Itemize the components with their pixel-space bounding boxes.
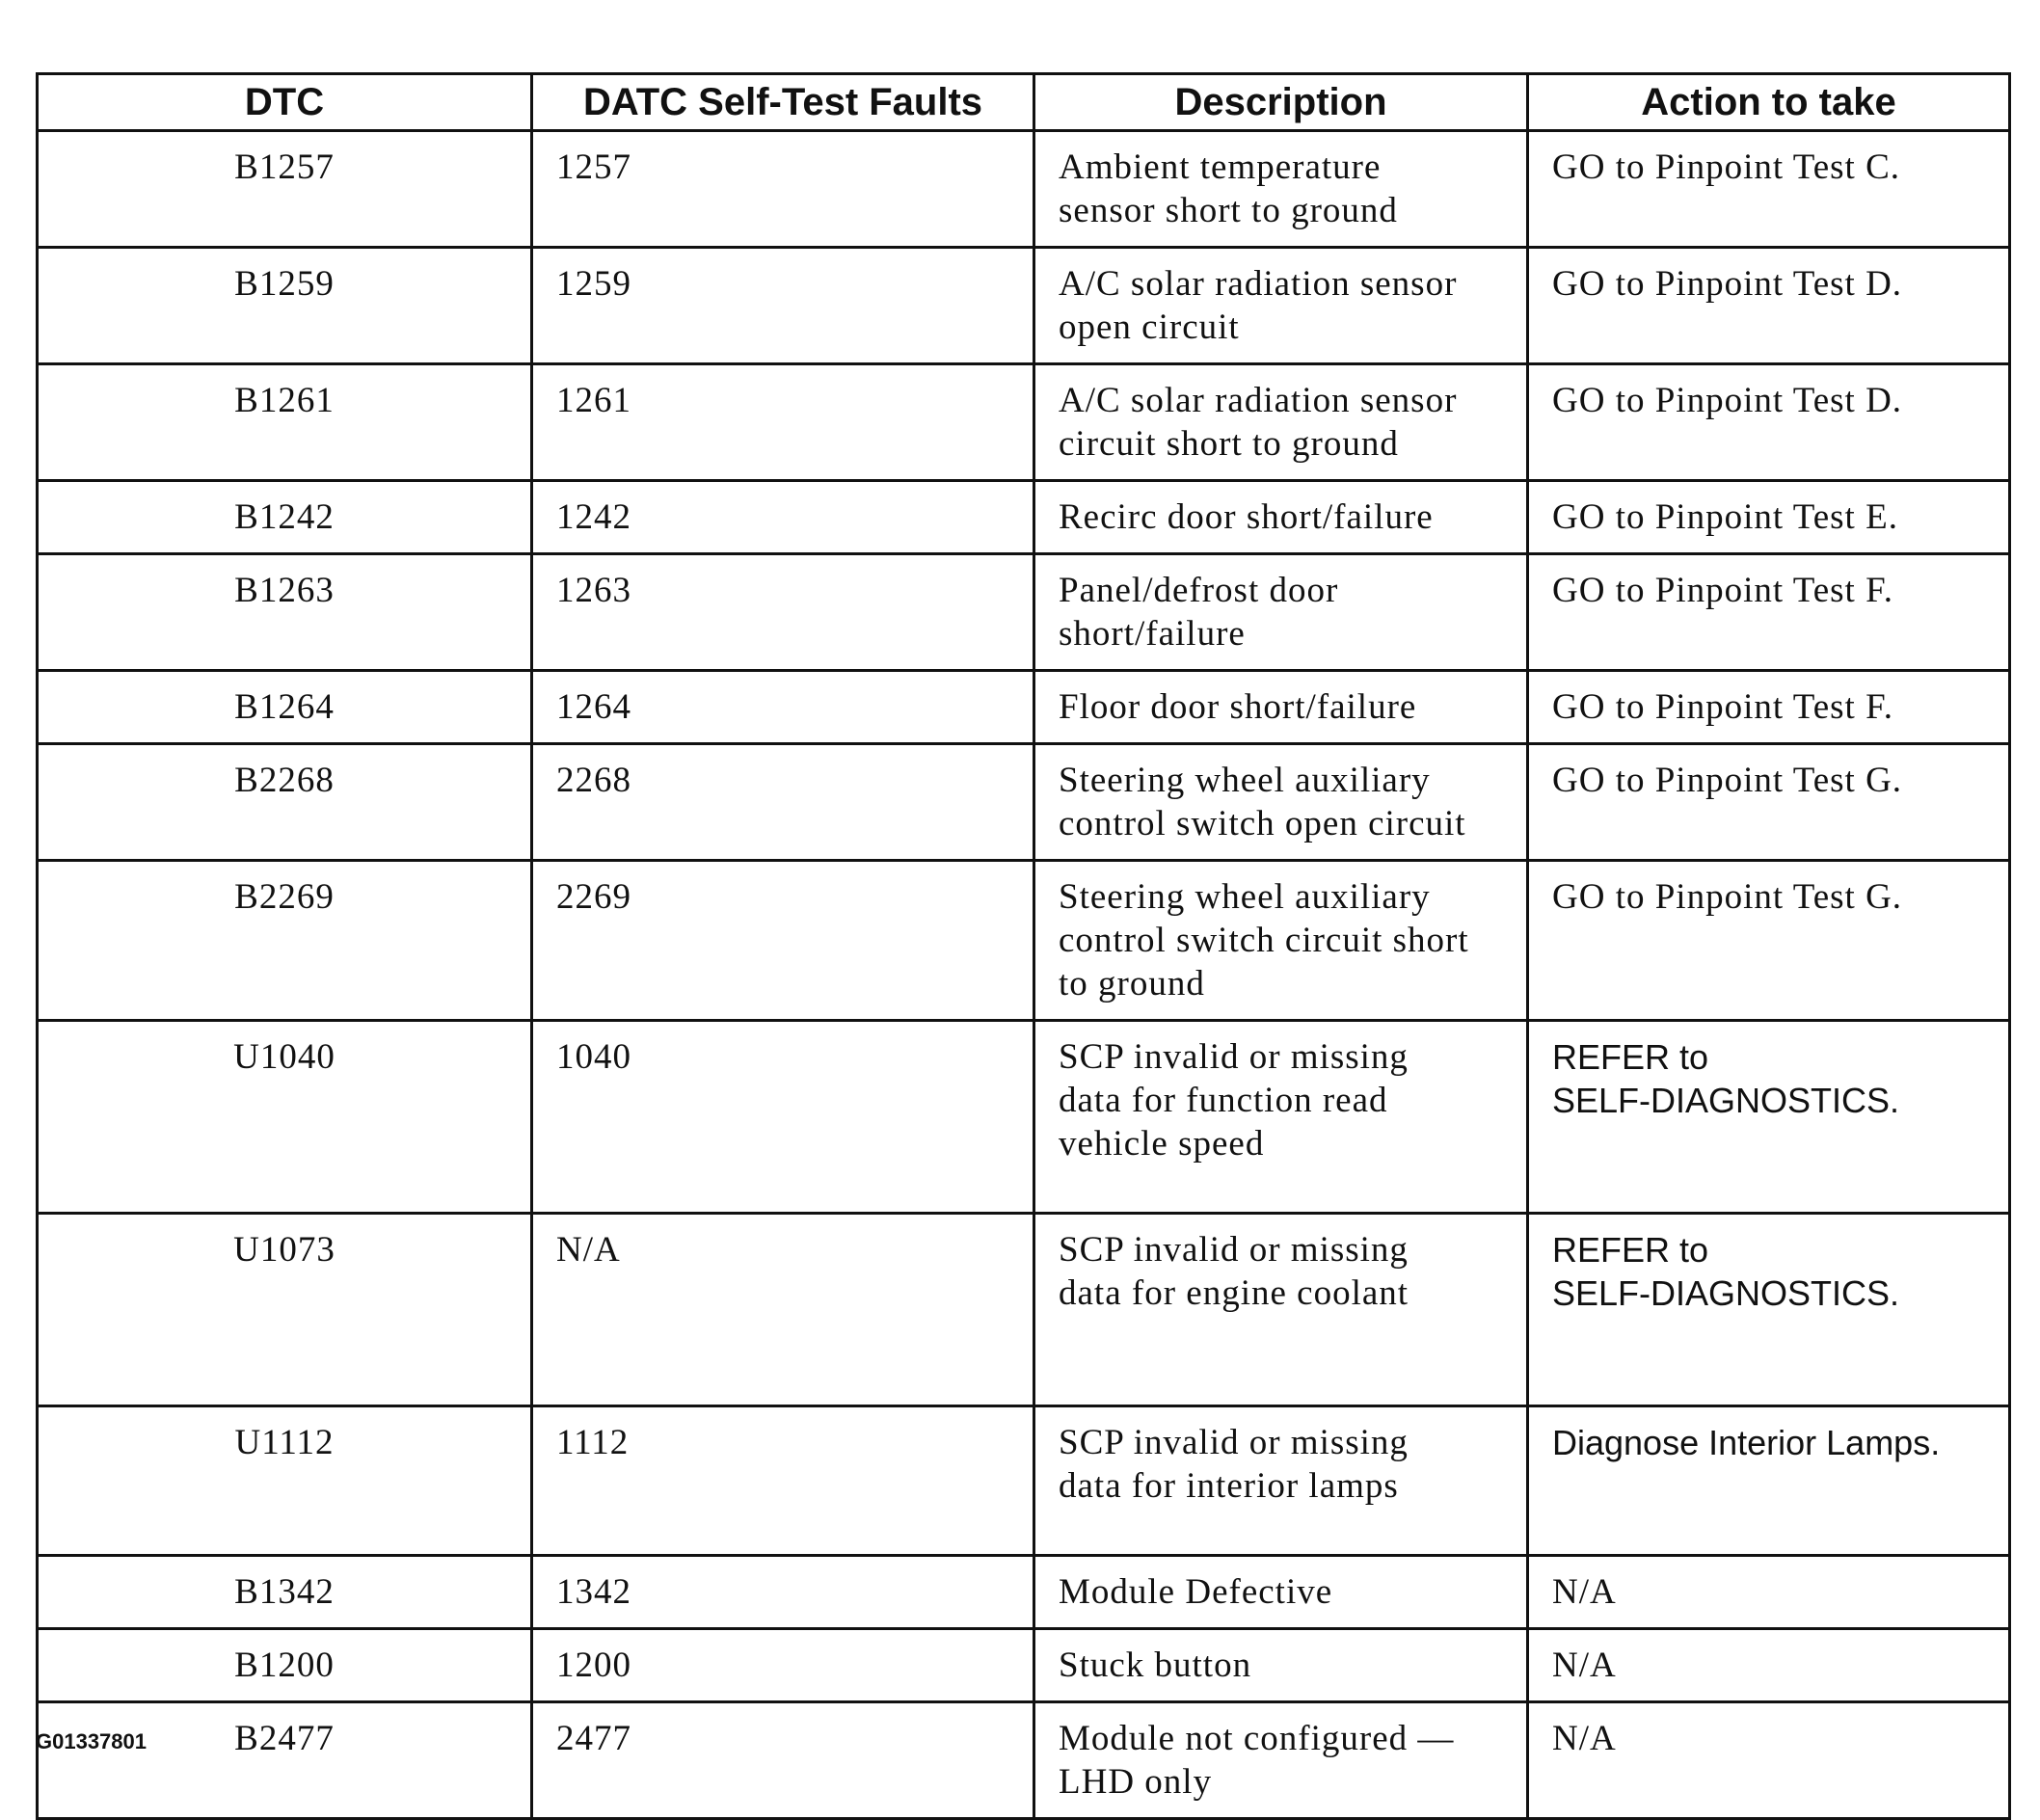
dtc-code-cell: B1257 (38, 131, 532, 248)
action-cell: N/A (1528, 1702, 2010, 1819)
description-cell: A/C solar radiation sensor open circuit (1034, 248, 1528, 364)
action-cell: GO to Pinpoint Test G. (1528, 861, 2010, 1021)
self-test-fault-cell: 1040 (532, 1021, 1034, 1214)
table-row (38, 1629, 2010, 1702)
description-cell: SCP invalid or missing data for interior lamps (1034, 1406, 1528, 1556)
table-row (38, 364, 2010, 481)
table-row (38, 1556, 2010, 1629)
description-cell: Panel/defrost door short/failure (1034, 554, 1528, 671)
action-cell: GO to Pinpoint Test F. (1528, 671, 2010, 744)
table-row (38, 481, 2010, 554)
description-cell: Floor door short/failure (1034, 671, 1528, 744)
action-cell: REFER to SELF-DIAGNOSTICS. (1528, 1021, 2010, 1214)
table-row (38, 1406, 2010, 1556)
action-cell: GO to Pinpoint Test C. (1528, 131, 2010, 248)
dtc-table (36, 72, 2011, 1820)
description-cell: SCP invalid or missing data for function read vehicle speed (1034, 1021, 1528, 1214)
figure-id: G01337801 (36, 1729, 147, 1753)
self-test-fault-cell: 2269 (532, 861, 1034, 1021)
header-dtc: DTC (38, 74, 532, 131)
dtc-code-cell: B2268 (38, 744, 532, 861)
action-cell: GO to Pinpoint Test F. (1528, 554, 2010, 671)
action-cell: N/A (1528, 1556, 2010, 1629)
header-self-test-faults: DATC Self-Test Faults (532, 74, 1034, 131)
description-cell: Module not configured — LHD only (1034, 1702, 1528, 1819)
self-test-fault-cell: 1200 (532, 1629, 1034, 1702)
table-row (38, 1214, 2010, 1406)
self-test-fault-cell: 1257 (532, 131, 1034, 248)
dtc-code-cell: B1263 (38, 554, 532, 671)
dtc-table-container (36, 72, 2008, 1820)
table-header-row (38, 74, 2010, 131)
description-cell: Recirc door short/failure (1034, 481, 1528, 554)
header-action: Action to take (1528, 74, 2010, 131)
self-test-fault-cell: 1263 (532, 554, 1034, 671)
description-cell: Stuck button (1034, 1629, 1528, 1702)
action-cell: N/A (1528, 1629, 2010, 1702)
description-cell: A/C solar radiation sensor circuit short to ground (1034, 364, 1528, 481)
self-test-fault-cell: N/A (532, 1214, 1034, 1406)
dtc-code-cell: B1342 (38, 1556, 532, 1629)
dtc-code-cell: B1259 (38, 248, 532, 364)
self-test-fault-cell: 1259 (532, 248, 1034, 364)
header-description: Description (1034, 74, 1528, 131)
description-cell: Module Defective (1034, 1556, 1528, 1629)
self-test-fault-cell: 1261 (532, 364, 1034, 481)
description-cell: Ambient temperature sensor short to ground (1034, 131, 1528, 248)
dtc-code-cell: B2269 (38, 861, 532, 1021)
dtc-code-cell: B1264 (38, 671, 532, 744)
table-row (38, 744, 2010, 861)
table-row (38, 861, 2010, 1021)
self-test-fault-cell: 1112 (532, 1406, 1034, 1556)
self-test-fault-cell: 1242 (532, 481, 1034, 554)
table-row (38, 671, 2010, 744)
action-cell: GO to Pinpoint Test D. (1528, 364, 2010, 481)
dtc-code-cell: U1112 (38, 1406, 532, 1556)
self-test-fault-cell: 2268 (532, 744, 1034, 861)
table-row (38, 131, 2010, 248)
table-row (38, 554, 2010, 671)
dtc-code-cell: U1073 (38, 1214, 532, 1406)
dtc-code-cell: B1200 (38, 1629, 532, 1702)
action-cell: Diagnose Interior Lamps. (1528, 1406, 2010, 1556)
dtc-code-cell: U1040 (38, 1021, 532, 1214)
table-row (38, 248, 2010, 364)
self-test-fault-cell: 2477 (532, 1702, 1034, 1819)
self-test-fault-cell: 1342 (532, 1556, 1034, 1629)
action-cell: GO to Pinpoint Test G. (1528, 744, 2010, 861)
dtc-code-cell: B1261 (38, 364, 532, 481)
action-cell: REFER to SELF-DIAGNOSTICS. (1528, 1214, 2010, 1406)
action-cell: GO to Pinpoint Test E. (1528, 481, 2010, 554)
description-cell: SCP invalid or missing data for engine coolant (1034, 1214, 1528, 1406)
action-cell: GO to Pinpoint Test D. (1528, 248, 2010, 364)
description-cell: Steering wheel auxiliary control switch open circuit (1034, 744, 1528, 861)
dtc-code-cell: B1242 (38, 481, 532, 554)
description-cell: Steering wheel auxiliary control switch circuit short to ground (1034, 861, 1528, 1021)
table-row (38, 1702, 2010, 1819)
dtc-code-cell: B2477 (38, 1702, 532, 1819)
table-row (38, 1021, 2010, 1214)
self-test-fault-cell: 1264 (532, 671, 1034, 744)
